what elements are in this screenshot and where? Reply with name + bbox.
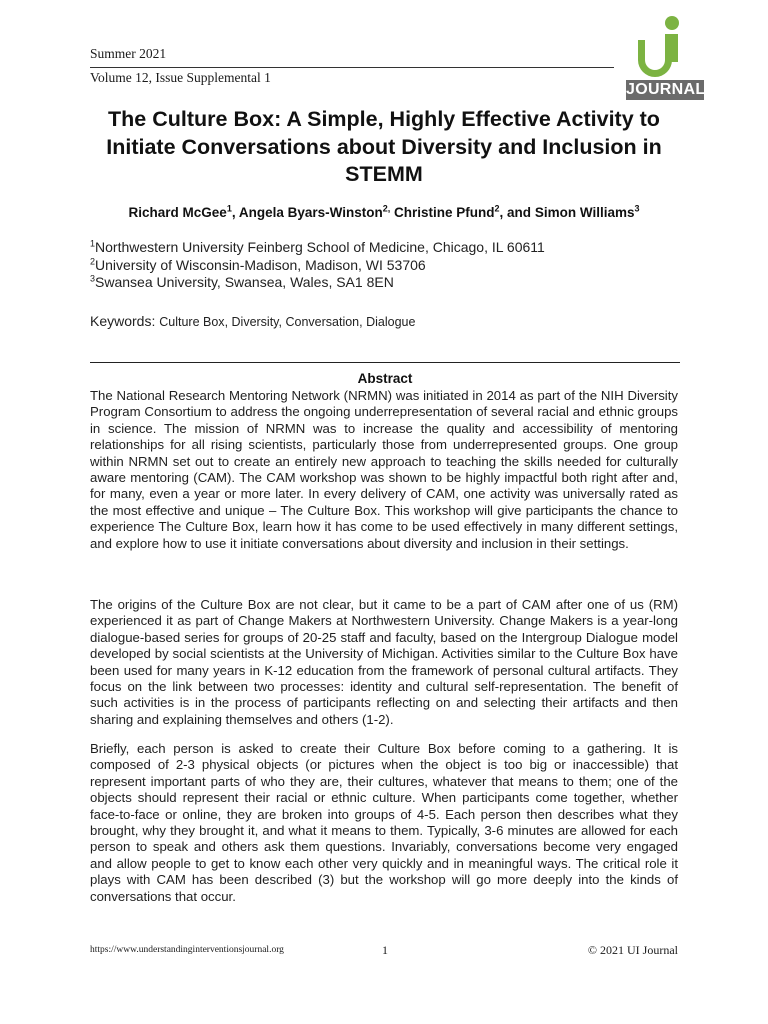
title-line: Initiate Conversations about Diversity and Inclusion in [106, 134, 662, 159]
abstract-paragraph: The National Research Mentoring Network (NRMN) was initiated in 2014 as part of the NIH Diversity Program Consortium to address the ongoing underrepresentation of several racial and ethnic groups in science. The mission of NRMN was to increase the quality and accessibility of mentoring relationships for all rising scientists, particularly those from underrepresented groups. One group within NRMN set out to create an entirely new approach to teaching the skills needed for culturally aware mentoring (CAM). The CAM workshop was shown to be highly impactful both right after and, for many, even a year or more later. In every delivery of CAM, one activity was universally rated as the most effective and unique – The Culture Box. This workshop will give participants the chance to experience The Culture Box, learn how it has come to be used effectively in many different settings, and explore how to use it initiate conversations about diversity and inclusion in their settings. [90, 388, 678, 551]
page-footer [90, 943, 678, 959]
issue-season: Summer 2021 [90, 46, 167, 61]
affiliation-text: Swansea University, Swansea, Wales, SA1 8EN [95, 274, 394, 290]
author-separator: , and [499, 205, 535, 220]
journal-logo [626, 14, 704, 100]
author-name: Angela Byars-Winston [238, 205, 383, 220]
body-paragraph: The origins of the Culture Box are not clear, but it came to be a part of CAM after one of us (RM) experienced it as part of Change Makers at Northwestern University. Change Makers is a year-long dialogue-based series for groups of 20-25 staff and faculty, based on the Intergroup Dialogue model developed by social scientists at the University of Michigan. Activities similar to the Culture Box have been used for many years in K-12 education from the framework of personal cultural artifacts. They focus on the link between two processes: identity and cultural self-representation. The benefit of such activities is in the process of participants reflecting on and selecting their artifacts and then sharing and explaining themselves and others (1-2). [90, 597, 678, 727]
article-title [60, 106, 708, 189]
keyword-list: Culture Box, Diversity, Conversation, Dialogue [159, 315, 416, 329]
abstract-divider [90, 362, 680, 363]
keywords-label: Keywords: [90, 313, 156, 329]
author-affiliation-mark: 2, [382, 203, 391, 214]
author-list [60, 205, 708, 220]
title-line: STEMM [345, 162, 423, 186]
affiliation-text: Northwestern University Feinberg School of Medicine, Chicago, IL 60611 [95, 239, 545, 255]
affiliation-mark: 3 [90, 273, 96, 284]
keyword: Diversity [231, 315, 279, 329]
affiliation-mark: 1 [90, 238, 96, 249]
author-affiliation-mark: 3 [634, 203, 640, 214]
author-name: Christine Pfund [394, 205, 495, 220]
header-divider [90, 67, 614, 68]
body-paragraph: Briefly, each person is asked to create their Culture Box before coming to a gathering. It is composed of 2-3 physical objects (or pictures when the object is too big or inaccessible) that represent important parts of who they are, their cultures, whatever that means to them; one of the objects should represent their racial or ethnic culture. When participants come together, whether face-to-face or online, they are broken into groups of 4-5. Each person then describes what they brought, why they brought it, and what it means to them. Typically, 3-6 minutes are allowed for each person to speak and others ask them questions. Invariably, conversations become very engaged and allow people to get to know each other very quickly and in meaningful ways. The critical role it plays with CAM has been described (3) but the workshop will go more deeply into the kinds of conversations that occur. [90, 741, 678, 904]
page-number: 1 [382, 943, 388, 957]
keyword: Culture Box [159, 315, 225, 329]
author-name: Simon Williams [534, 205, 635, 220]
copyright-notice: © 2021 UI Journal [587, 943, 678, 957]
affiliation-item [90, 239, 545, 257]
keywords-line [90, 313, 415, 329]
journal-url-link[interactable]: https://www.understandinginterventionsjournal.org [90, 945, 284, 955]
affiliation-item [90, 274, 545, 292]
issue-volume: Volume 12, Issue Supplemental 1 [90, 70, 271, 85]
affiliation-list [90, 239, 545, 292]
logo-wordmark: JOURNAL [626, 81, 706, 98]
author-separator: , [231, 205, 239, 220]
author-name: Richard McGee [128, 205, 227, 220]
title-line: The Culture Box: A Simple, Highly Effective Activity to [108, 107, 660, 131]
author-affiliation-mark: 1 [226, 203, 232, 214]
affiliation-mark: 2 [90, 255, 96, 266]
author-affiliation-mark: 2 [494, 203, 500, 214]
keyword: Dialogue [366, 315, 416, 329]
keyword: Conversation [285, 315, 360, 329]
affiliation-item [90, 257, 545, 275]
abstract-heading: Abstract [357, 371, 413, 386]
ui-logo-icon [636, 14, 686, 80]
affiliation-text: University of Wisconsin-Madison, Madison, WI 53706 [95, 256, 426, 273]
